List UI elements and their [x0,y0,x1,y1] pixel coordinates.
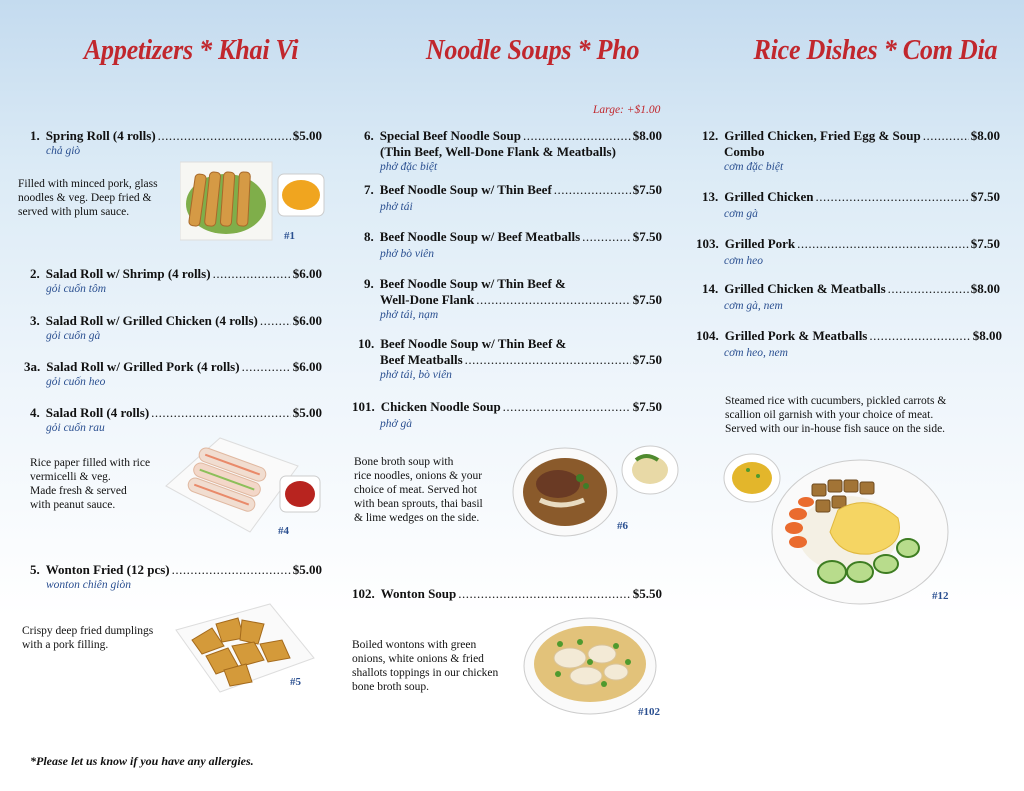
item-viet-name: phở đặc biệt [380,161,438,173]
item-name-line2: Well-Done Flank [380,292,475,307]
item-number: 10. [358,336,375,351]
item-name: Grilled Chicken, Fried Egg & Soup [724,128,921,143]
photo-tag-6: #6 [617,520,628,532]
item-number: 104. [696,328,719,343]
item-price: $5.00 [292,562,322,577]
menu-item-spring-roll[interactable] [30,128,322,157]
salad-roll-photo [160,436,330,536]
item-price: $6.00 [292,266,322,281]
item-viet-name: gỏi cuốn rau [46,422,105,434]
item-name: Grilled Chicken [724,189,814,204]
photo-tag-1: #1 [284,230,295,242]
item-viet-name: phở gà [380,418,413,430]
menu-item-wonton-fried[interactable] [30,562,322,591]
item-number: 102. [352,586,375,601]
appetizers-title: Appetizers * Khai Vi [83,34,299,66]
pho-description: Bone broth soup with rice noodles, onions & your choice of meat. Served hot with bean sprouts, thai basil & lime wedges on the side. [354,456,483,524]
item-name: Salad Roll w/ Shrimp (4 rolls) [45,266,211,281]
item-name-line2: (Thin Beef, Well-Done Flank & Meatballs) [380,144,616,159]
item-price: $7.50 [632,182,662,197]
item-viet-name: phở tái, bò viên [380,369,452,381]
menu-item-thin-beef-pho[interactable] [364,182,662,213]
item-number: 9. [364,276,374,291]
item-price: $5.00 [292,405,322,420]
item-name: Beef Noodle Soup w/ Thin Beef & [380,336,567,351]
item-number: 2. [30,266,40,281]
item-name: Wonton Soup [380,586,457,601]
item-name: Salad Roll (4 rolls) [45,405,150,420]
menu-item-wonton-soup[interactable] [352,586,662,602]
item-name: Special Beef Noodle Soup [379,128,521,143]
item-name-line2: Combo [724,144,765,159]
menu-item-grilled-pork[interactable] [696,236,1000,267]
item-viet-name: gỏi cuốn tôm [46,283,107,295]
spring-roll-photo [180,160,330,242]
item-number: 8. [364,229,374,244]
item-name: Salad Roll w/ Grilled Chicken (4 rolls) [45,313,258,328]
item-number: 103. [696,236,719,251]
item-number: 4. [30,405,40,420]
item-name-line2: Beef Meatballs [380,352,463,367]
item-name: Chicken Noodle Soup [380,399,501,414]
rice-description: Steamed rice with cucumbers, pickled carrots & scallion oil garnish with your choice of meat. Served with our in-house fish sauce on the side. [725,395,947,435]
item-price: $7.50 [970,236,1000,251]
item-name: Grilled Chicken & Meatballs [724,281,886,296]
salad-roll-description: Rice paper filled with rice vermicelli & veg. Made fresh & served with peanut sauce. [30,457,151,511]
menu-item-special-beef-pho[interactable] [364,128,662,173]
item-number: 13. [702,189,719,204]
item-number: 1. [30,128,40,143]
item-number: 3. [30,313,40,328]
item-viet-name: cơm heo [724,255,764,267]
menu-item-chicken-pho[interactable] [352,399,662,430]
photo-tag-5: #5 [290,676,301,688]
item-price: $7.50 [970,189,1000,204]
item-viet-name: phở tái [380,201,413,213]
rice-dishes-title: Rice Dishes * Com Dia [753,34,998,66]
item-number: 3a. [24,359,41,374]
rice-plate-photo [720,450,952,610]
wonton-soup-description: Boiled wontons with green onions, white onions & fried shallots toppings in our chicken bone broth soup. [352,639,499,693]
item-viet-name: cơm gà [724,208,758,220]
large-size-note: Large: +$1.00 [593,104,661,116]
noodle-soups-title: Noodle Soups * Pho [425,34,640,66]
photo-tag-12: #12 [932,590,949,602]
item-price: $8.00 [632,128,662,143]
menu-item-salad-roll-pork[interactable] [24,359,322,388]
allergy-note: *Please let us know if you have any allergies. [30,754,254,768]
item-number: 5. [30,562,40,577]
menu-item-thin-beef-flank-pho[interactable] [364,276,662,321]
item-number: 7. [364,182,374,197]
photo-tag-102: #102 [638,706,660,718]
item-name: Salad Roll w/ Grilled Pork (4 rolls) [46,359,240,374]
item-price: $7.50 [632,292,662,307]
menu-item-grilled-chicken[interactable] [702,189,1000,220]
item-name: Grilled Pork [724,236,796,251]
item-viet-name: cơm heo, nem [724,347,788,359]
menu-item-salad-roll-shrimp[interactable] [30,266,322,295]
item-price: $5.50 [632,586,662,601]
item-number: 101. [352,399,375,414]
item-viet-name: chả giò [46,145,81,157]
item-price: $8.00 [972,328,1002,343]
menu-item-salad-roll-chicken[interactable] [30,313,322,342]
item-number: 6. [364,128,374,143]
item-price: $6.00 [292,313,322,328]
item-price: $8.00 [970,281,1000,296]
photo-tag-4: #4 [278,525,289,537]
item-viet-name: phở tái, nạm [380,309,439,321]
item-number: 14. [702,281,719,296]
item-viet-name: gỏi cuốn heo [46,376,106,388]
menu-item-grilled-pork-meatballs[interactable] [696,328,1002,359]
menu-item-grilled-chicken-meatballs[interactable] [702,281,1000,312]
item-price: $5.00 [292,128,322,143]
item-viet-name: gỏi cuốn gà [46,330,101,342]
item-viet-name: wonton chiên giòn [46,579,131,591]
menu-item-thin-beef-meatball-pho[interactable] [358,336,662,381]
spring-roll-description: Filled with minced pork, glass noodles & veg. Deep fried & served with plum sauce. [18,178,158,218]
item-name: Beef Noodle Soup w/ Thin Beef & [379,276,566,291]
pho-photo [510,440,680,540]
item-name: Beef Noodle Soup w/ Thin Beef [379,182,552,197]
menu-item-meatball-pho[interactable] [364,229,662,260]
menu-item-grilled-chicken-combo[interactable] [702,128,1000,173]
item-price: $7.50 [632,229,662,244]
menu-item-salad-roll[interactable] [30,405,322,434]
item-number: 12. [702,128,719,143]
item-name: Beef Noodle Soup w/ Beef Meatballs [379,229,581,244]
wonton-fried-description: Crispy deep fried dumplings with a pork filling. [22,625,154,651]
item-price: $8.00 [970,128,1000,143]
item-price: $7.50 [632,399,662,414]
item-price: $6.00 [292,359,322,374]
wonton-soup-photo [520,614,664,718]
item-name: Wonton Fried (12 pcs) [45,562,170,577]
item-viet-name: cơm gà, nem [724,300,783,312]
item-name: Grilled Pork & Meatballs [724,328,868,343]
item-name: Spring Roll (4 rolls) [45,128,156,143]
item-price: $7.50 [632,352,662,367]
item-viet-name: cơm đặc biệt [724,161,784,173]
item-viet-name: phở bò viên [380,248,435,260]
